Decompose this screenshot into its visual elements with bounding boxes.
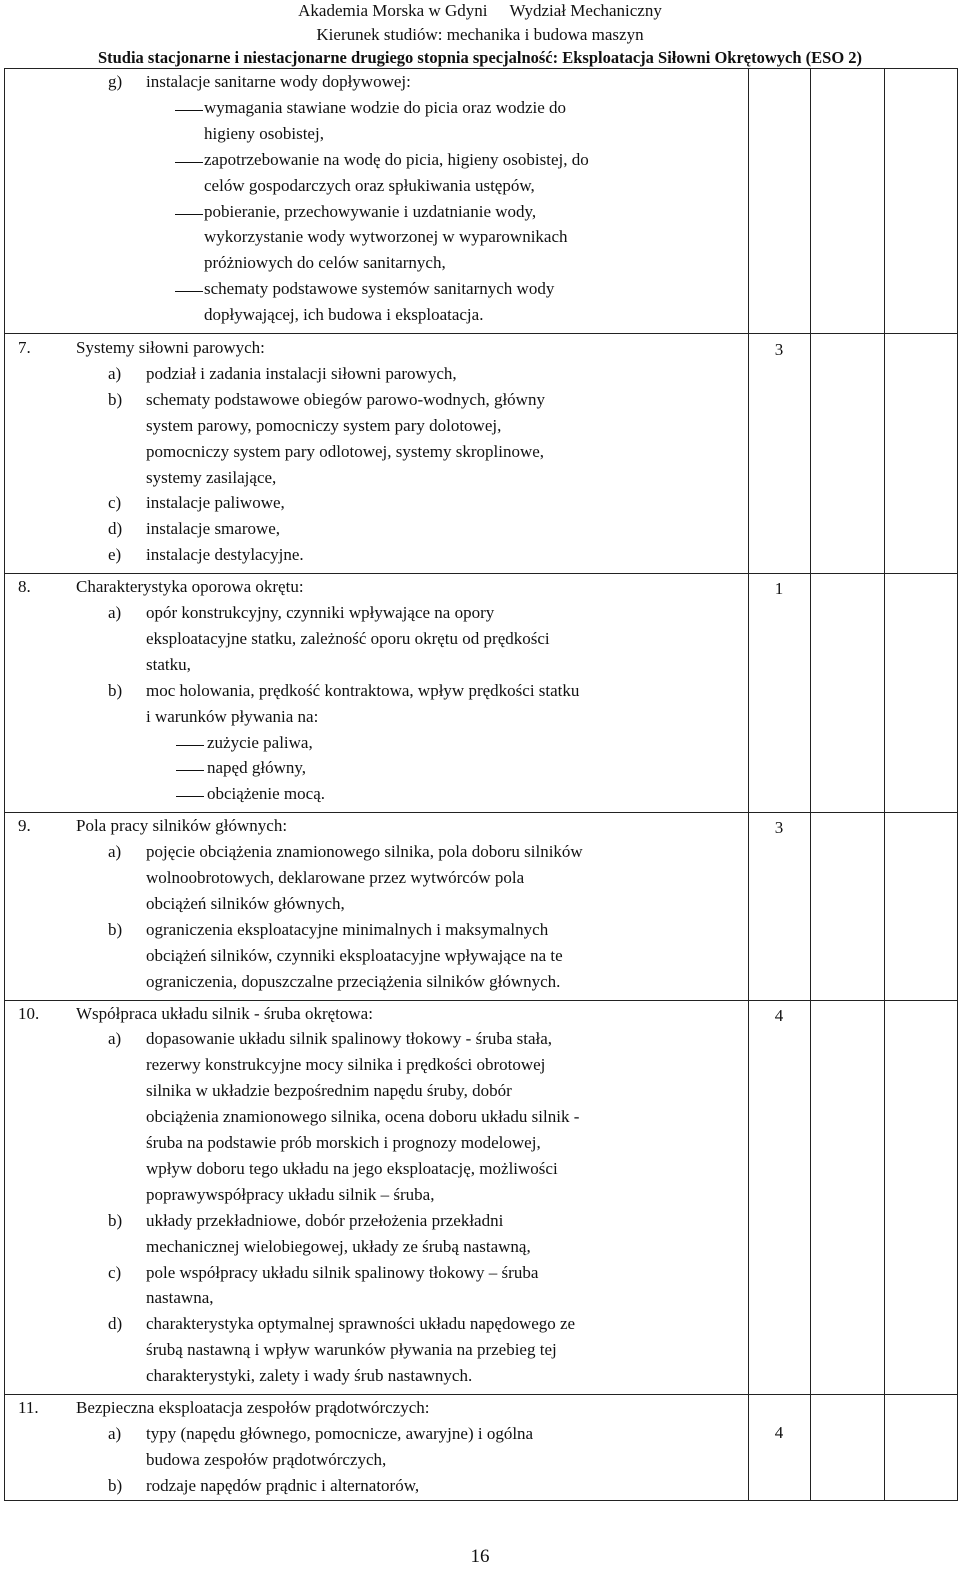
item-text: systemy zasilające, xyxy=(146,467,277,487)
item-text: i warunków pływania na: xyxy=(146,706,319,726)
hours-value: 4 xyxy=(774,1423,784,1442)
column-divider xyxy=(884,68,885,1501)
header-line-1 xyxy=(0,1,960,21)
bullet-dash xyxy=(175,162,203,163)
table-border-left xyxy=(4,68,5,1501)
section-number: 8. xyxy=(18,577,31,597)
item-text: obciążenia znamionowego silnika, ocena doboru układu silnik - xyxy=(146,1107,580,1127)
section-number: 7. xyxy=(18,338,31,357)
item-text: rezerwy konstrukcyjne mocy silnika i prędkości obrotowej xyxy=(146,1055,546,1075)
item-label: a) xyxy=(108,603,122,622)
section-number: 11. xyxy=(18,1398,39,1417)
item-text: podział i zadania instalacji siłowni parowych, xyxy=(146,363,457,383)
row-divider xyxy=(4,333,958,334)
hours-value: 3 xyxy=(774,818,784,838)
row-divider xyxy=(4,812,958,813)
syllabus-table xyxy=(4,68,958,1501)
item-text: silnika w układzie bezpośrednim napędu śruby, dobór xyxy=(146,1081,512,1101)
item-text: statku, xyxy=(146,654,191,674)
item-text: obciążeń silników, czynniki eksploatacyjne wpływające na te xyxy=(146,945,563,965)
faculty-name: Wydział Mechaniczny xyxy=(509,1,662,20)
item-text: pomocniczy system pary odlotowej, systemy skroplinowe, xyxy=(146,441,545,461)
item-text: ograniczenia eksploatacyjne minimalnych i maksymalnych xyxy=(146,919,549,939)
item-text: obciążeń silników głównych, xyxy=(146,893,345,913)
item-text: układy przekładniowe, dobór przełożenia przekładni xyxy=(146,1210,504,1230)
item-label: b) xyxy=(108,919,123,939)
row-divider xyxy=(4,1394,958,1395)
item-text: charakterystyka optymalnej sprawności układu napędowego ze xyxy=(146,1314,576,1334)
item-text: system parowy, pomocniczy system pary dolotowej, xyxy=(146,415,502,435)
item-text: instalacje paliwowe, xyxy=(146,493,285,513)
item-label: d) xyxy=(108,519,123,539)
specialty-line: Studia stacjonarne i niestacjonarne drugiego stopnia specjalność: Eksploatacja Siłowni Okrętowych (ESO 2) xyxy=(97,48,863,67)
item-text: poprawywspółpracy układu silnik – śruba, xyxy=(146,1184,435,1204)
bullet-text: obciążenie mocą. xyxy=(207,784,325,804)
column-divider-hours xyxy=(748,68,749,1501)
item-text: mechanicznej wielobiegowej, układy ze śrubą nastawną, xyxy=(146,1236,531,1256)
item-label: a) xyxy=(108,1029,122,1049)
section-number: 10. xyxy=(18,1003,40,1023)
section-title: Współpraca układu silnik - śruba okrętowa: xyxy=(76,1003,373,1023)
bullet-dash xyxy=(175,291,203,292)
item-label: d) xyxy=(108,1314,123,1334)
item-text: ograniczenia, dopuszczalne przeciążenia silników głównych. xyxy=(146,971,561,991)
item-label: e) xyxy=(108,545,122,565)
item-label: b) xyxy=(108,389,123,409)
bullet-text: zapotrzebowanie na wodę do picia, higieny osobistej, do xyxy=(204,149,589,169)
item-label: c) xyxy=(108,493,122,513)
row-divider xyxy=(4,1000,958,1001)
bullet-text: zużycie paliwa, xyxy=(207,732,313,752)
bullet-dash xyxy=(176,770,204,771)
row-divider xyxy=(4,573,958,574)
bullet-text: higieny osobistej, xyxy=(204,123,324,143)
bullet-dash xyxy=(175,110,203,111)
bullet-text: napęd główny, xyxy=(207,758,306,778)
table-border-top xyxy=(4,68,958,69)
hours-value: 1 xyxy=(774,579,784,599)
item-text: śrubą nastawną i wpływ warunków pływania na przebieg tej xyxy=(146,1340,557,1360)
item-label: a) xyxy=(108,363,122,383)
item-text: charakterystyki, zalety i wady śrub nastawnych. xyxy=(146,1366,473,1386)
item-text: instalacje destylacyjne. xyxy=(146,545,304,565)
section-title: Systemy siłowni parowych: xyxy=(76,338,265,357)
section-number: 9. xyxy=(18,816,31,836)
item-text: schematy podstawowe obiegów parowo-wodnych, główny xyxy=(146,389,545,409)
item-text: typy (napędu głównego, pomocnicze, awaryjne) i ogólna xyxy=(146,1423,534,1443)
item-text: wolnoobrotowych, deklarowane przez wytwórców pola xyxy=(146,868,525,887)
bullet-dash xyxy=(176,796,204,797)
item-label: a) xyxy=(108,1423,122,1443)
item-label: a) xyxy=(108,842,122,862)
item-text: opór konstrukcyjny, czynniki wpływające na opory xyxy=(146,603,495,622)
hours-value: 3 xyxy=(774,340,784,359)
item-text: śruba na podstawie prób morskich i prognozy modelowej, xyxy=(146,1133,541,1152)
item-text: pojęcie obciążenia znamionowego silnika, pola doboru silników xyxy=(146,842,583,862)
bullet-dash xyxy=(175,214,203,215)
item-text: eksploatacyjne statku, zależność oporu okrętu od prędkości xyxy=(146,628,550,648)
bullet-text: próżniowych do celów sanitarnych, xyxy=(204,253,446,273)
item-label: g) xyxy=(108,72,123,91)
table-border-bottom xyxy=(4,1500,958,1501)
item-text: moc holowania, prędkość kontraktowa, wpływ prędkości statku xyxy=(146,680,580,700)
bullet-text: wykorzystanie wody wytworzonej w wyparownikach xyxy=(204,227,568,247)
item-label: b) xyxy=(108,1210,123,1230)
item-text: pole współpracy układu silnik spalinowy tłokowy – śruba xyxy=(146,1262,539,1282)
item-text: budowa zespołów prądotwórczych, xyxy=(146,1449,387,1469)
bullet-text: dopływającej, ich budowa i eksploatacja. xyxy=(204,305,484,325)
bullet-dash xyxy=(176,745,204,746)
hours-value: 4 xyxy=(774,1005,784,1025)
university-name: Akademia Morska w Gdyni xyxy=(298,1,488,20)
table-border-right xyxy=(957,68,958,1501)
bullet-text: pobieranie, przechowywanie i uzdatnianie wody, xyxy=(204,201,537,221)
item-text: nastawna, xyxy=(146,1288,214,1308)
section-title: Pola pracy silników głównych: xyxy=(76,816,288,836)
item-label: b) xyxy=(108,680,123,700)
column-divider xyxy=(810,68,811,1501)
bullet-text: celów gospodarczych oraz spłukiwania ustępów, xyxy=(204,175,535,195)
item-text: instalacje smarowe, xyxy=(146,519,281,539)
section-g-title: instalacje sanitarne wody dopływowej: xyxy=(146,72,411,91)
bullet-text: schematy podstawowe systemów sanitarnych wody xyxy=(204,279,555,299)
item-text: wpływ doboru tego układu na jego eksploatację, możliwości xyxy=(146,1158,558,1178)
field-of-study: Kierunek studiów: mechanika i budowa maszyn xyxy=(316,25,644,44)
section-title: Bezpieczna eksploatacja zespołów prądotwórczych: xyxy=(76,1398,430,1417)
item-label: b) xyxy=(108,1475,123,1495)
item-text: rodzaje napędów prądnic i alternatorów, xyxy=(146,1475,420,1495)
item-label: c) xyxy=(108,1262,122,1282)
page-number: 16 xyxy=(470,1546,490,1567)
section-title: Charakterystyka oporowa okrętu: xyxy=(76,577,304,597)
item-text: dopasowanie układu silnik spalinowy tłokowy - śruba stała, xyxy=(146,1029,553,1049)
bullet-text: wymagania stawiane wodzie do picia oraz wodzie do xyxy=(204,97,567,117)
